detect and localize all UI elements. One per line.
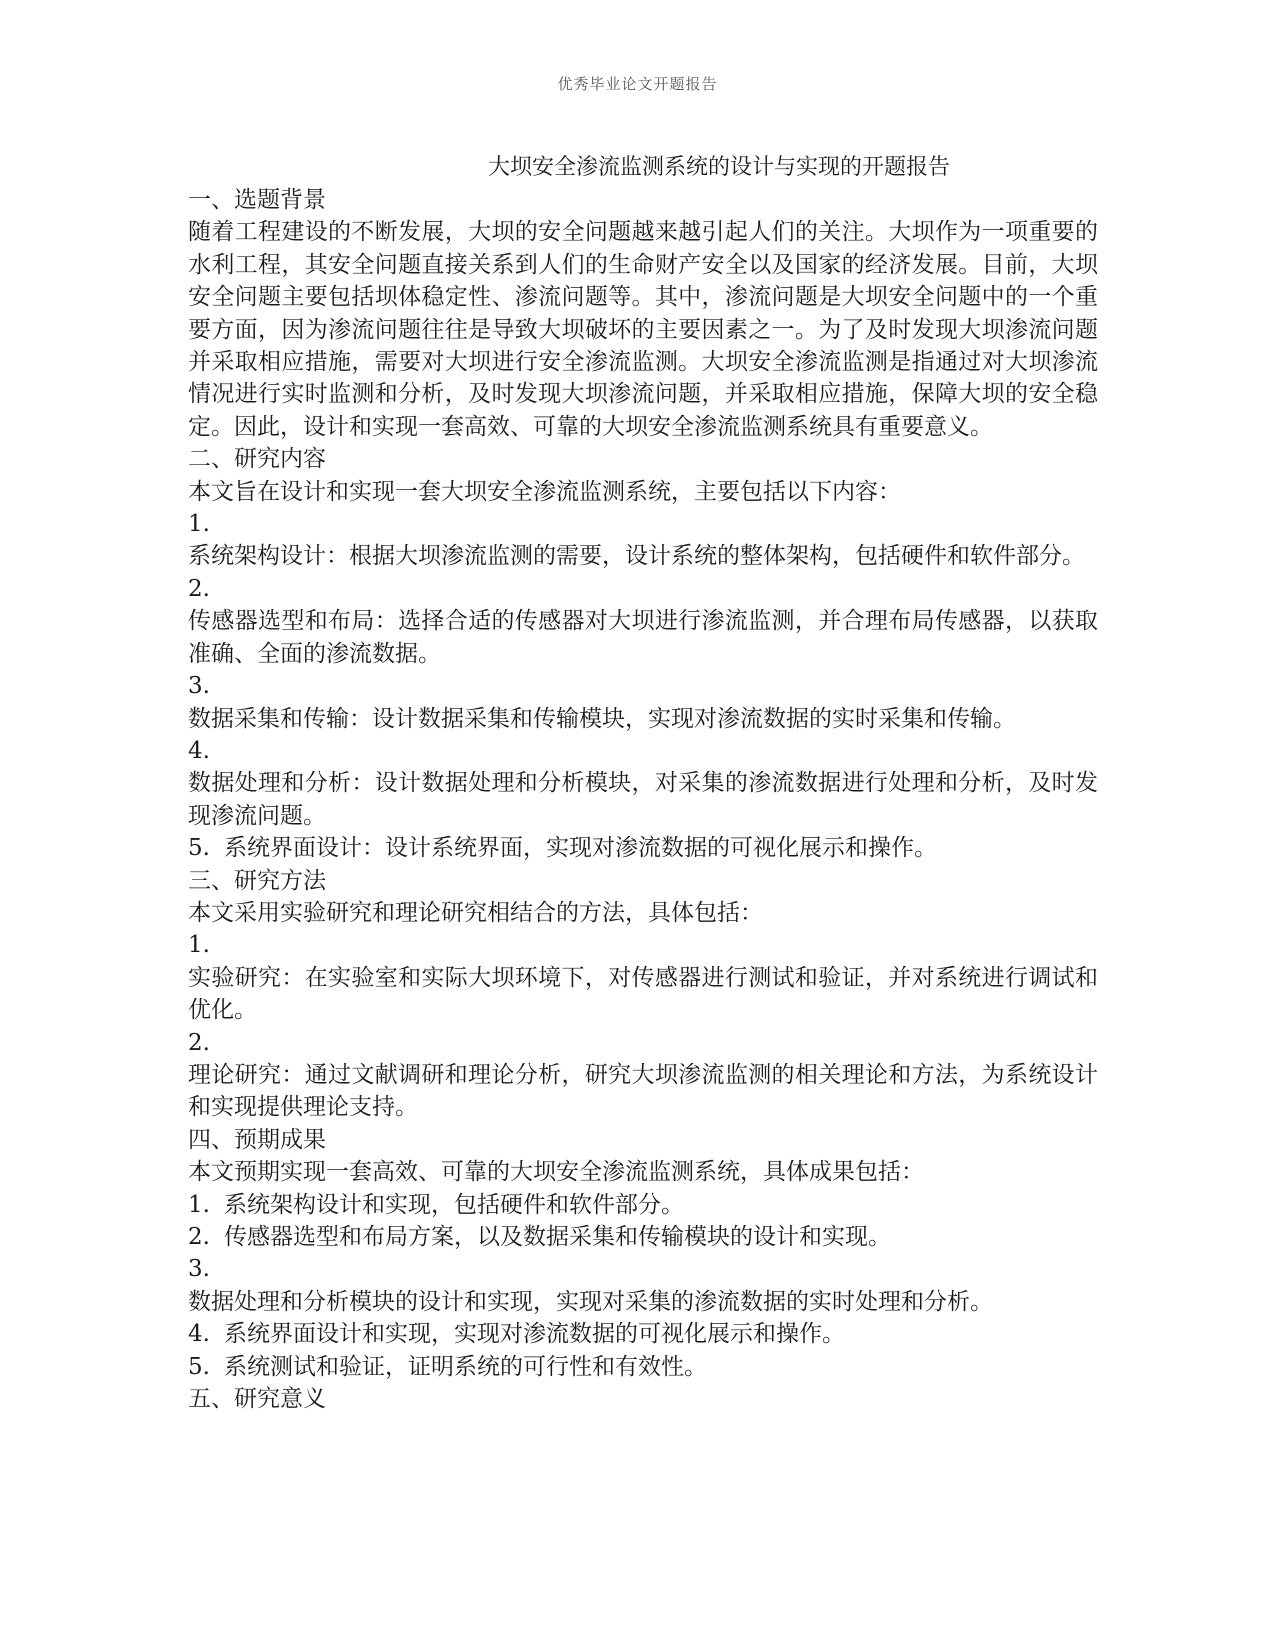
list-item-number: 1. bbox=[188, 511, 210, 538]
section-heading-methods: 三、研究方法 bbox=[188, 867, 326, 894]
list-item-text: 系统界面设计和实现，实现对渗流数据的可视化展示和操作。 bbox=[224, 1321, 845, 1348]
document-body bbox=[188, 184, 1098, 1415]
list-item-text: 数据处理和分析模块的设计和实现，实现对采集的渗流数据的实时处理和分析。 bbox=[188, 1288, 993, 1315]
list-item-number: 4. bbox=[188, 1321, 210, 1348]
list-item-number: 1. bbox=[188, 1191, 210, 1218]
list-item-text: 实验研究：在实验室和实际大坝环境下，对传感器进行测试和验证，并对系统进行调试和优化。 bbox=[188, 964, 1098, 1024]
background-paragraph: 随着工程建设的不断发展，大坝的安全问题越来越引起人们的关注。大坝作为一项重要的水利工程，其安全问题直接关系到人们的生命财产安全以及国家的经济发展。目前，大坝安全问题主要包括坝体稳定性、渗流问题等。其中，渗流问题是大坝安全问题中的一个重要方面，因为渗流问题往往是导致大坝破坏的主要因素之一。为了及时发现大坝渗流问题并采取相应措施，需要对大坝进行安全渗流监测。大坝安全渗流监测是指通过对大坝渗流情况进行实时监测和分析，及时发现大坝渗流问题，并采取相应措施，保障大坝的安全稳定。因此，设计和实现一套高效、可靠的大坝安全渗流监测系统具有重要意义。 bbox=[188, 219, 1098, 440]
list-item-text: 系统测试和验证，证明系统的可行性和有效性。 bbox=[224, 1353, 707, 1380]
section-heading-significance: 五、研究意义 bbox=[188, 1386, 326, 1413]
document-title: 大坝安全渗流监测系统的设计与实现的开题报告 bbox=[488, 155, 951, 180]
outcomes-intro: 本文预期实现一套高效、可靠的大坝安全渗流监测系统，具体成果包括： bbox=[188, 1159, 924, 1186]
list-item-number: 2. bbox=[188, 1224, 210, 1250]
list-item-text: 数据处理和分析：设计数据处理和分析模块，对采集的渗流数据进行处理和分析，及时发现渗流问题。 bbox=[188, 770, 1098, 829]
list-item-number: 4. bbox=[188, 737, 210, 764]
list-item bbox=[188, 832, 1098, 864]
list-item bbox=[188, 1351, 1098, 1383]
list-item-text: 数据采集和传输：设计数据采集和传输模块，实现对渗流数据的实时采集和传输。 bbox=[188, 705, 1016, 732]
list-item bbox=[188, 1318, 1098, 1350]
section-heading-background: 一、选题背景 bbox=[188, 187, 326, 213]
list-item-number: 1. bbox=[188, 932, 210, 959]
list-item-text: 传感器选型和布局：选择合适的传感器对大坝进行渗流监测，并合理布局传感器，以获取准确、全面的渗流数据。 bbox=[188, 608, 1098, 667]
list-item bbox=[188, 1189, 1098, 1221]
list-item-text: 系统架构设计：根据大坝渗流监测的需要，设计系统的整体架构，包括硬件和软件部分。 bbox=[188, 543, 1085, 570]
list-item-number: 2. bbox=[188, 1029, 210, 1056]
section-heading-content: 二、研究内容 bbox=[188, 446, 326, 473]
list-item-text: 传感器选型和布局方案，以及数据采集和传输模块的设计和实现。 bbox=[224, 1224, 891, 1250]
list-item-number: 3. bbox=[188, 1256, 210, 1283]
running-header: 优秀毕业论文开题报告 bbox=[557, 75, 718, 93]
list-item bbox=[188, 1221, 1098, 1253]
list-item-number: 5. bbox=[188, 835, 210, 862]
list-item-text: 理论研究：通过文献调研和理论分析，研究大坝渗流监测的相关理论和方法，为系统设计和实现提供理论支持。 bbox=[188, 1061, 1098, 1121]
list-item-text: 系统界面设计：设计系统界面，实现对渗流数据的可视化展示和操作。 bbox=[224, 835, 937, 862]
list-item-number: 5. bbox=[188, 1353, 210, 1380]
list-item-number: 3. bbox=[188, 673, 210, 700]
list-item-number: 2. bbox=[188, 575, 210, 602]
list-item-text: 系统架构设计和实现，包括硬件和软件部分。 bbox=[224, 1191, 684, 1218]
section-heading-outcomes: 四、预期成果 bbox=[188, 1126, 326, 1153]
content-intro: 本文旨在设计和实现一套大坝安全渗流监测系统，主要包括以下内容： bbox=[188, 478, 901, 505]
methods-intro: 本文采用实验研究和理论研究相结合的方法，具体包括： bbox=[188, 899, 763, 926]
